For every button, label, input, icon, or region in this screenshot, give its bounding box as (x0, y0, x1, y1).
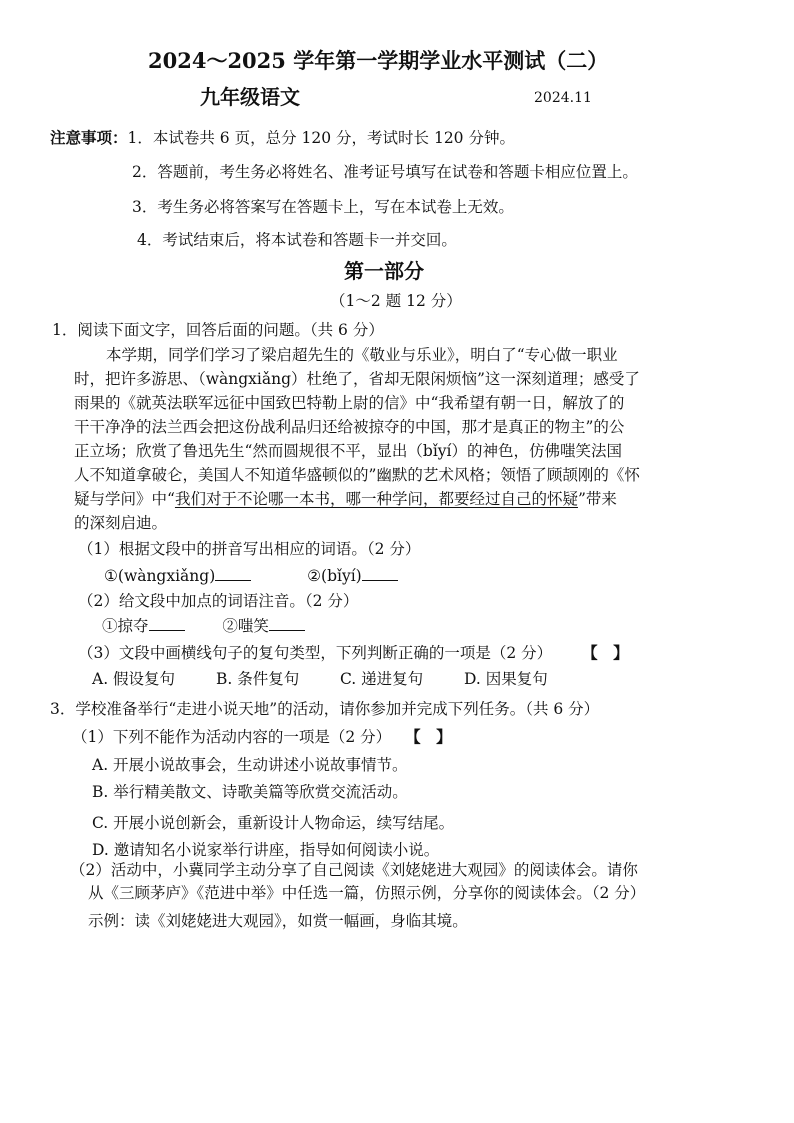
answer-bracket[interactable]: 【 】 (582, 643, 629, 662)
q1-sub2-answers (102, 616, 305, 636)
q1-sub1-b-label: ②(bǐyí) (307, 567, 362, 585)
notes-item: 1．本试卷共 6 页，总分 120 分，考试时长 120 分钟。 (127, 129, 515, 147)
q3-sub2-line: （2）活动中，小冀同学主动分享了自己阅读《刘姥姥进大观园》的阅读体会。请你 (70, 861, 638, 879)
option-d[interactable]: D. 邀请知名小说家举行讲座，指导如何阅读小说。 (92, 841, 440, 859)
q1-passage-text: 疑与学问》中“ (74, 490, 175, 508)
option-c[interactable]: C. 开展小说创新会，重新设计人物命运，续写结尾。 (92, 814, 455, 832)
answer-blank[interactable] (362, 566, 398, 581)
q1-sub2-b-label: ②嗤笑 (222, 617, 269, 635)
q1-sub3-stem: （3）文段中画横线句子的复句类型，下列判断正确的一项是（2 分） (78, 644, 553, 662)
part-range: （1～2 题 12 分） (330, 292, 462, 310)
q1-sub3-stem-line (78, 643, 629, 663)
notes-label: 注意事项： (50, 128, 128, 147)
notes-item: 4．考试结束后，将本试卷和答题卡一并交回。 (137, 231, 457, 249)
q1-passage-line: 时，把许多游思、（wàngxiǎng）杜绝了，省却无限闲烦恼”这一深刻道理；感受了 (74, 370, 640, 388)
option-b[interactable]: B. 举行精美散文、诗歌美篇等欣赏交流活动。 (92, 783, 408, 801)
q1-passage-line: 干干净净的法兰西会把这份战利品归还给被掠夺的中国，那才是真正的物主”的公 (74, 418, 625, 436)
part-title: 第一部分 (344, 259, 424, 283)
q1-sub1-a-label: ①(wàngxiǎng) (104, 567, 216, 585)
option-b[interactable]: B. 条件复句 (216, 670, 300, 688)
q1-passage-line: 本学期，同学们学习了梁启超先生的《敬业与乐业》，明白了“专心做一职业 (106, 346, 618, 364)
notes-item: 3．考生务必将答案写在答题卡上，写在本试卷上无效。 (132, 198, 514, 216)
q1-underlined-sentence: 我们对于不论哪一本书，哪一种学问，都要经过自己的怀疑 (174, 490, 578, 508)
exam-title: 2024～2025 学年第一学期学业水平测试（二） (148, 48, 609, 73)
option-a[interactable]: A. 开展小说故事会，生动讲述小说故事情节。 (92, 756, 408, 774)
answer-blank[interactable] (215, 566, 251, 581)
q1-passage-line: 正立场；欣赏了鲁迅先生“然而圆规很不平，显出（bǐyí）的神色，仿佛嗤笑法国 (74, 442, 623, 460)
q1-passage-text: ”带来 (577, 490, 617, 508)
q1-stem: 1．阅读下面文字，回答后面的问题。（共 6 分） (52, 321, 384, 339)
q1-passage-line: 人不知道拿破仑，美国人不知道华盛顿似的”幽默的艺术风格；领悟了顾颉刚的《怀 (74, 466, 640, 484)
q1-sub1-answers (104, 566, 398, 586)
q1-passage-line: 的深刻启迪。 (74, 514, 168, 532)
answer-blank[interactable] (269, 616, 305, 631)
q3-sub1-stem-line (72, 727, 452, 747)
q3-sub1-stem: （1）下列不能作为活动内容的一项是（2 分） (72, 728, 392, 746)
q3-stem: 3．学校准备举行“走进小说天地”的活动，请你参加并完成下列任务。（共 6 分） (50, 700, 600, 718)
option-c[interactable]: C. 递进复句 (340, 670, 424, 688)
answer-bracket[interactable]: 【 】 (405, 727, 452, 746)
q1-sub2-a-label: ①掠夺 (102, 617, 149, 635)
q1-passage-line (74, 489, 617, 509)
q1-sub1-stem: （1）根据文段中的拼音写出相应的词语。（2 分） (78, 540, 421, 558)
notes-item: 2．答题前，考生务必将姓名、准考证号填写在试卷和答题卡相应位置上。 (132, 163, 638, 181)
exam-subtitle: 九年级语文 (200, 85, 300, 109)
q3-sub2-example: 示例：读《刘姥姥进大观园》，如赏一幅画，身临其境。 (88, 912, 468, 930)
q1-sub2-stem: （2）给文段中加点的词语注音。（2 分） (78, 592, 359, 610)
option-d[interactable]: D. 因果复句 (464, 670, 548, 688)
q1-sub3-options (92, 669, 548, 689)
answer-blank[interactable] (149, 616, 185, 631)
q1-passage-line: 雨果的《就英法联军远征中国致巴特勒上尉的信》中“我希望有朝一日，解放了的 (74, 394, 625, 412)
option-a[interactable]: A. 假设复句 (92, 670, 176, 688)
q3-sub2-line: 从《三顾茅庐》《范进中举》中任选一篇，仿照示例，分享你的阅读体会。（2 分） (88, 884, 646, 902)
notes-line-1 (50, 128, 515, 148)
exam-date: 2024.11 (534, 90, 592, 106)
